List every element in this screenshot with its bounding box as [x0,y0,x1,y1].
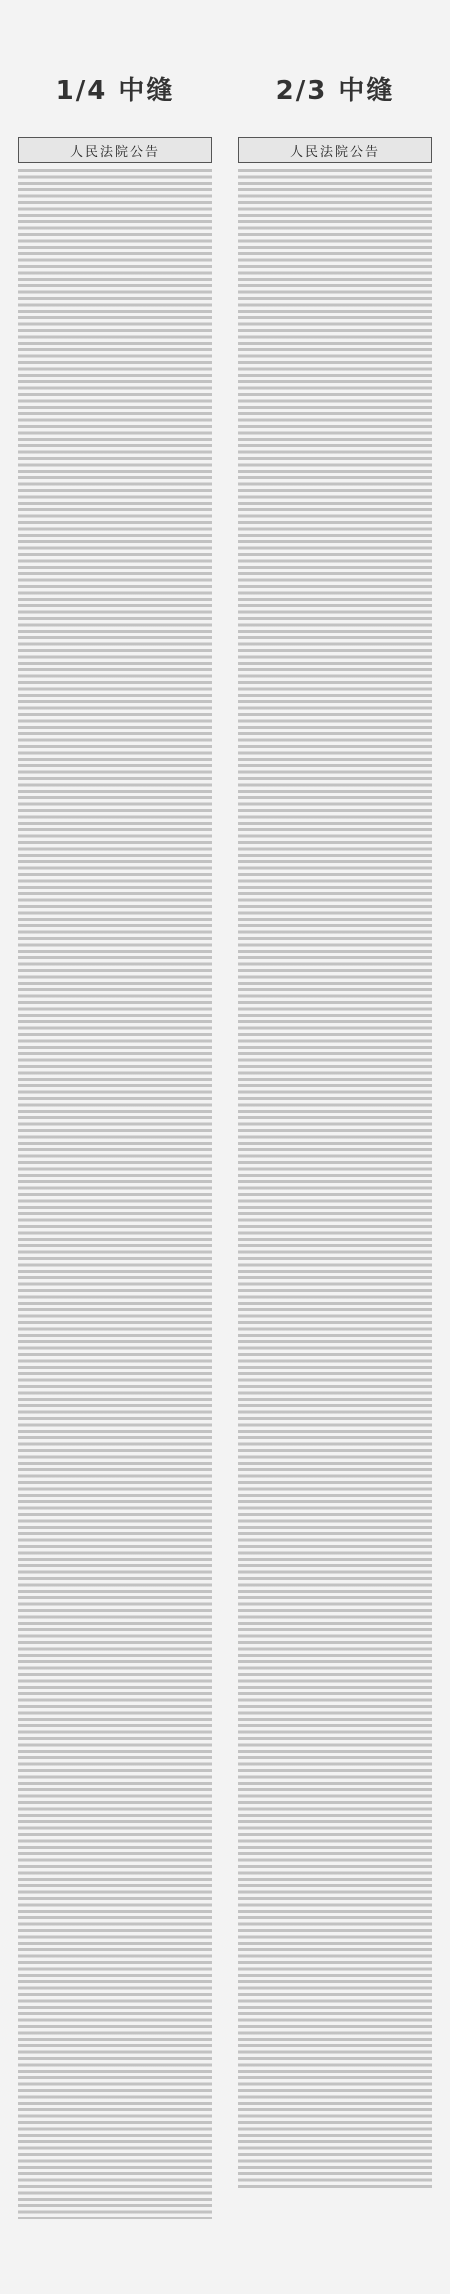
left-column [18,70,212,2264]
right-column-notice-text [238,169,432,2264]
left-column-text-placeholder [18,169,212,2219]
left-column-notice-text [18,169,212,2264]
right-column-masthead: 人民法院公告 [238,137,432,163]
right-column-text-placeholder [238,169,432,2189]
left-column-heading: 1/4 中缝 [55,76,175,106]
right-column [238,70,432,2264]
right-column-heading: 2/3 中缝 [275,76,395,106]
left-column-masthead: 人民法院公告 [18,137,212,163]
